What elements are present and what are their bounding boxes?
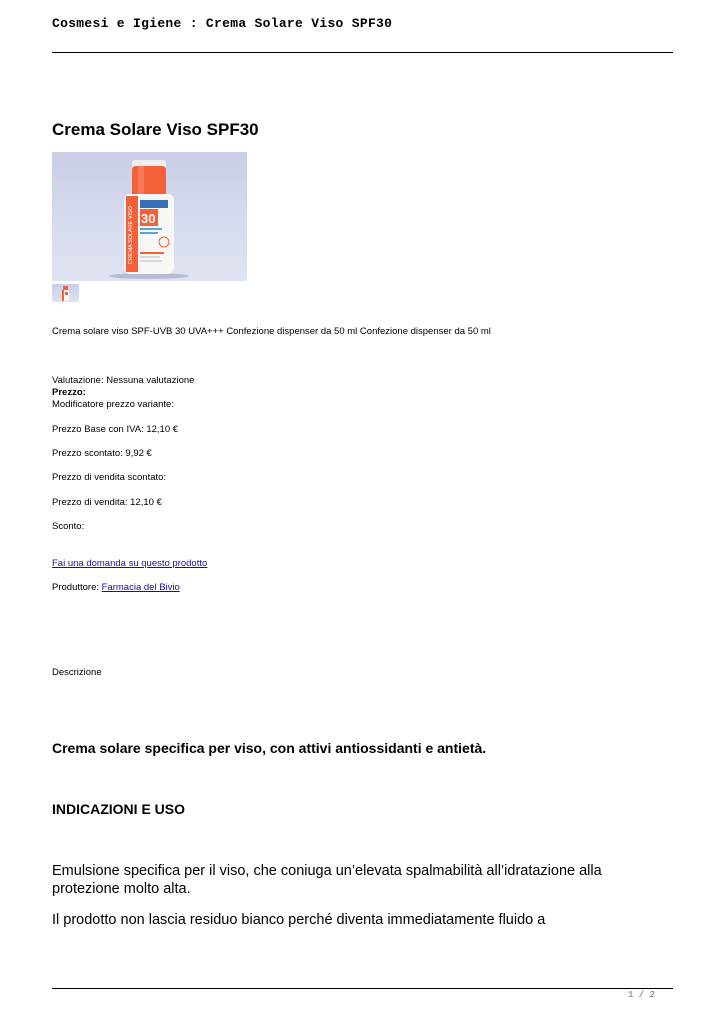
description-paragraph-2: Il prodotto non lascia residuo bianco perché diventa immediatamente fluido a <box>52 912 546 928</box>
section-title-indicazioni: INDICAZIONI E USO <box>52 801 186 817</box>
footer-divider <box>52 988 673 989</box>
price-label: Prezzo: <box>52 387 86 398</box>
bottle-spf-number: 30 <box>141 211 156 226</box>
description-paragraph-1: Emulsione specifica per il viso, che coniuga un’elevata spalmabilità all’idratazione alla protezione molto alta. <box>52 863 602 897</box>
product-image[interactable] <box>52 152 247 281</box>
producer-line <box>52 582 180 594</box>
header-divider <box>52 52 673 53</box>
short-description: Crema solare viso SPF-UVB 30 UVA+++ Confezione dispenser da 50 ml Confezione dispenser da 50 ml <box>52 326 491 337</box>
product-thumbnail[interactable] <box>52 284 79 302</box>
sale-price-text: Prezzo di vendita: 12,10 € <box>52 497 162 508</box>
description-headline: Crema solare specifica per viso, con attivi antiossidanti e antietà. <box>52 740 487 756</box>
ask-question-line <box>52 558 207 570</box>
product-title: Crema Solare Viso SPF30 <box>52 120 259 139</box>
sunscreen-thumbnail-icon <box>52 284 79 302</box>
bottle-side-text: CREMA SOLARE VISO <box>128 205 134 264</box>
rating-text: Valutazione: Nessuna valutazione <box>52 375 195 386</box>
discounted-sale-price-text: Prezzo di vendita scontato: <box>52 472 167 483</box>
page-number: 1 / 2 <box>627 990 655 1000</box>
discount-text: Sconto: <box>52 521 85 532</box>
sunscreen-bottle-icon <box>52 152 247 281</box>
producer-link[interactable]: Farmacia del Bivio <box>101 582 180 593</box>
ask-question-link[interactable]: Fai una domanda su questo prodotto <box>52 558 208 569</box>
page-header-title: Cosmesi e Igiene : Crema Solare Viso SPF30 <box>52 16 393 31</box>
description-label: Descrizione <box>52 667 102 678</box>
discounted-price-text: Prezzo scontato: 9,92 € <box>52 448 152 459</box>
base-price-text: Prezzo Base con IVA: 12,10 € <box>52 424 179 435</box>
producer-label: Produttore: <box>52 582 102 593</box>
variant-modifier-text: Modificatore prezzo variante: <box>52 399 174 410</box>
